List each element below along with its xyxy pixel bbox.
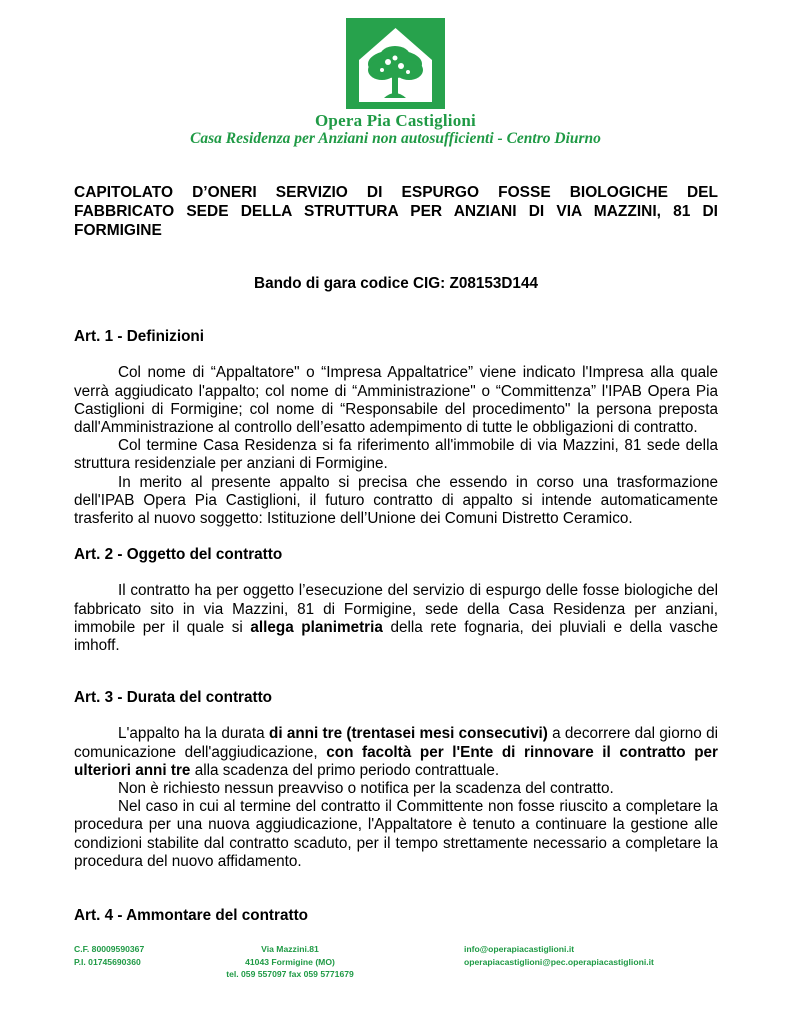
art2-text-c: della rete fognaria, dei pluviali e della vasche imhoff. [74,618,718,655]
footer-tax-info [74,943,144,968]
footer-address-street: Via Mazzini.81 [261,944,319,954]
bando-line: Bando di gara codice CIG: Z08153D144 [254,275,538,292]
footer-address-city: 41043 Formigine (MO) [245,956,335,967]
logo [346,18,445,109]
footer-address [200,943,380,981]
footer-pec[interactable]: operapiacastiglioni@pec.operapiacastiglioni.it [464,956,654,967]
art3-text-bold-2: con facoltà per l'Ente di rinnovare il contratto per ulteriori anni tre [74,743,718,779]
art2-text-bold: allega planimetria [250,618,383,636]
art3-paragraph-1 [74,725,718,780]
footer-contacts [464,943,654,968]
document-title: CAPITOLATO D’ONERI SERVIZIO DI ESPURGO FOSSE BIOLOGICHE DEL FABBRICATO SEDE DELLA STRUTTURA PER ANZIANI DI VIA MAZZINI, 81 DI FORMIGINE [74,184,718,239]
art3-paragraph-3: Nel caso in cui al termine del contratto il Committente non fosse riuscito a completare la procedura per una nuova aggiudicazione, l'Appaltatore è tenuto a continuare la gestione alle condizioni stabilite dal contratto scaduto, per il tempo strettamente necessario a completare la procedura del nuovo affidamento. [74,798,718,870]
art2-text-a: Il contratto ha per oggetto l’esecuzione del servizio di espurgo delle fosse biologiche del fabbricato sito in via Mazzini, 81 di Formigine, sede della Casa Residenza per anziani, immobile per il quale si [74,582,718,636]
art3-heading: Art. 3 - Durata del contratto [74,689,273,707]
house-tree-logo-icon [346,18,445,109]
org-subtitle: Casa Residenza per Anziani non autosufficienti - Centro Diurno [190,130,601,147]
art3-paragraph-2: Non è richiesto nessun preavviso o notifica per la scadenza del contratto. [118,780,614,798]
art1-paragraph-3: In merito al presente appalto si precisa che essendo in corso una trasformazione dell'IPAB Opera Pia Castiglioni, il futuro contratto di appalto si intende automaticamente trasferito al nuovo soggetto: Istituzione dell’Unione dei Comuni Distretto Ceramico. [74,473,718,528]
art3-text-a: L'appalto ha la durata [118,725,269,743]
document-body [74,183,718,925]
art1-paragraph-1: Col nome di “Appaltatore" o “Impresa Appaltatrice” viene indicato l'Impresa alla quale verrà aggiudicato l'appalto; col nome di “Amministrazione" o “Committenza” l'IPAB Opera Pia Castiglioni di Formigine; col nome di “Responsabile del procedimento" la persona preposta dall'Amministrazione al controllo dell’esatto adempimento di tutte le obbligazioni di contratto. [74,364,718,437]
art1-paragraph-2: Col termine Casa Residenza si fa riferimento all'immobile di via Mazzini, 81 sede della struttura residenziale per anziani di Formigine. [74,437,718,473]
art1-heading: Art. 1 - Definizioni [74,328,205,346]
footer-cf: C.F. 80009590367 [74,944,145,954]
art2-heading: Art. 2 - Oggetto del contratto [74,546,283,564]
art3-text-bold-1: di anni tre (trentasei mesi consecutivi) [268,725,548,743]
footer-email[interactable]: info@operapiacastiglioni.it [464,944,575,954]
art3-text-c: a decorrere dal giorno di comunicazione dell'aggiudicazione, [74,725,718,761]
footer-pi: P.I. 01745690360 [74,956,141,967]
art4-heading: Art. 4 - Ammontare del contratto [74,907,309,925]
art2-paragraph-1 [74,582,718,655]
footer-phone: tel. 059 557097 fax 059 5771679 [226,969,354,979]
org-name: Opera Pia Castiglioni [315,111,476,130]
art3-text-e: alla scadenza del primo periodo contrattuale. [190,761,500,779]
